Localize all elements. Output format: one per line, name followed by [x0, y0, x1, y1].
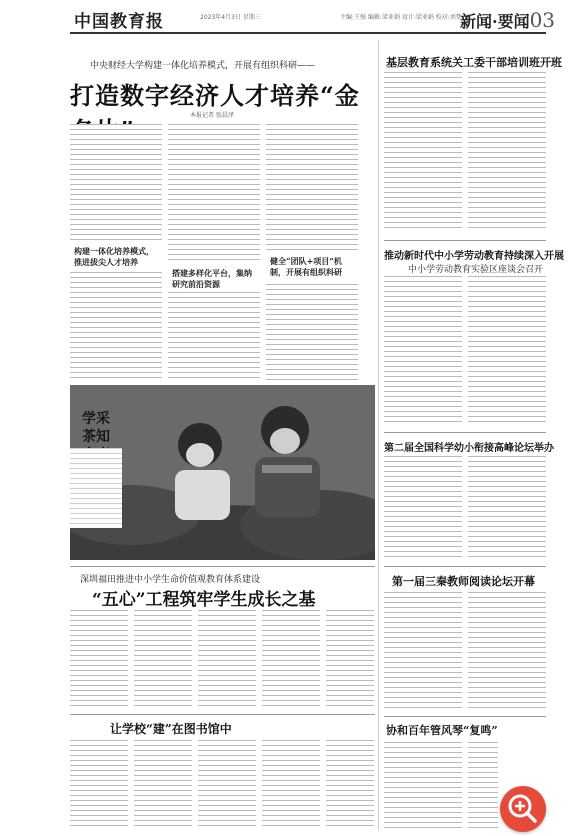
story1-text-col1 [384, 72, 462, 232]
story-kindergarten-forum-headline[interactable]: 第二届全国科学幼小衔接高峰论坛举办 [384, 443, 554, 454]
library-text-col2 [134, 740, 192, 830]
lead-text-col3a [266, 124, 358, 254]
section-rule-2 [70, 714, 375, 715]
column-divider [378, 40, 379, 830]
lead-text-col1a [70, 124, 162, 242]
story4-text-col2 [468, 592, 546, 710]
story2-text-col1 [384, 276, 462, 424]
story3-text-col2 [468, 456, 546, 560]
story-teacher-reading-headline[interactable]: 第一届三秦教师阅读论坛开幕 [392, 575, 535, 588]
zoom-in-button[interactable] [500, 786, 546, 832]
story2-text-col2 [468, 276, 546, 424]
lead-text-col1b [70, 272, 162, 380]
story4-text-col1 [384, 592, 462, 710]
story-cadre-training-headline[interactable]: 基层教育系统关工委干部培训班开班 [386, 56, 562, 69]
right-rule-2 [384, 432, 546, 433]
lead-text-col3b [266, 284, 358, 380]
library-text-col4 [262, 740, 320, 830]
issue-date: 2023年4月3日 星期三 [200, 14, 261, 21]
right-rule-3 [384, 566, 546, 567]
story-pipe-organ-headline[interactable]: 协和百年管风琴“复鸣” [386, 724, 498, 737]
lead-subhead-2: 搭建多样化平台，集纳研究前沿资源 [172, 268, 252, 289]
lead-headline[interactable]: 打造数字经济人才培养“金 [70, 81, 360, 110]
shenzhen-kicker: 深圳福田推进中小学生命价值观教育体系建设 [80, 575, 261, 585]
story5-text-col2 [468, 742, 498, 830]
lead-subhead-3: 健全“团队+项目”机制，开展有组织科研 [270, 256, 342, 277]
story1-text-col2 [468, 72, 546, 232]
photo-headline: 学采茶知 [82, 411, 110, 445]
lead-byline: 本报记者 张晨泽 [190, 112, 234, 119]
photo-caption-text [70, 448, 122, 528]
lead-kicker: 中央财经大学构建一体化培养模式，开展有组织科研—— [90, 61, 316, 71]
section-rule-1 [70, 566, 375, 567]
story3-text-col1 [384, 456, 462, 560]
lead-text-col2b [168, 292, 260, 380]
newspaper-logo: 中国教育报 [74, 12, 164, 32]
lead-subhead-1: 构建一体化培养模式，推进拔尖人才培养 [74, 246, 154, 267]
story5-text-col1 [384, 742, 462, 830]
library-text-col1 [70, 740, 128, 830]
story-labor-education-subhead: 中小学劳动教育实验区座谈会召开 [408, 265, 544, 275]
shenzhen-text-col1 [70, 610, 128, 708]
lead-text-col2a [168, 124, 260, 264]
section-name: 新闻·要闻 [460, 12, 530, 31]
editor-credits: 主编:王强 编辑:梁亚娟 设计:梁亚娟 校对:刘梦 [340, 14, 462, 21]
library-text-col3 [198, 740, 256, 830]
shenzhen-headline[interactable]: “五心”工程筑牢学生成长之基 [92, 590, 316, 610]
shenzhen-text-col5 [326, 610, 374, 708]
zoom-in-icon [500, 786, 546, 832]
right-rule-4 [384, 716, 546, 717]
library-text-col5 [326, 740, 374, 830]
masthead-rule [70, 32, 546, 34]
shenzhen-text-col4 [262, 610, 320, 708]
section-header [460, 8, 555, 32]
story-labor-education-headline[interactable]: 推动新时代中小学劳动教育持续深入开展 [384, 251, 564, 262]
library-headline[interactable]: 让学校“建”在图书馆中 [110, 722, 232, 736]
shenzhen-text-col2 [134, 610, 192, 708]
shenzhen-text-col3 [198, 610, 256, 708]
page-number: 03 [529, 8, 556, 32]
right-rule-1 [384, 240, 546, 241]
